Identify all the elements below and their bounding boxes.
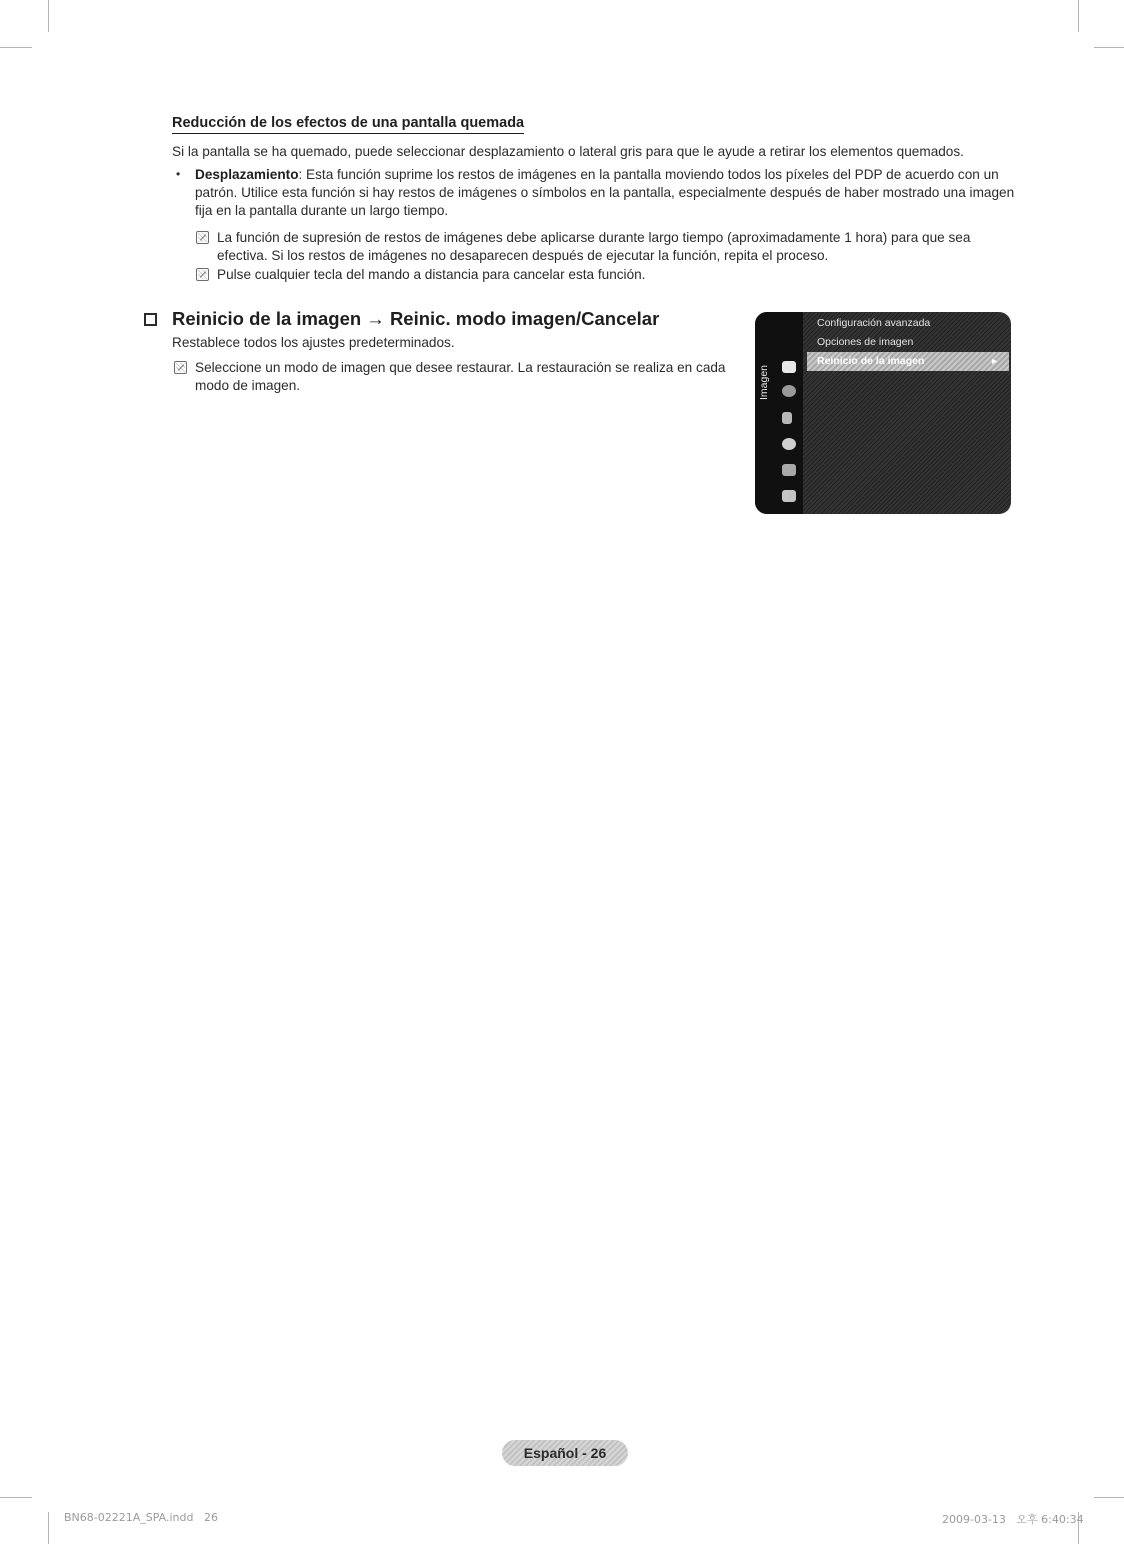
tv-menu-screenshot	[755, 312, 1011, 514]
tv-menu-item[interactable]: Opciones de imagen	[817, 336, 914, 348]
input-icon	[782, 464, 796, 476]
tv-menu-item-label: Reinicio de la imagen	[817, 355, 925, 367]
crop-mark	[48, 0, 49, 32]
tv-menu-category-label: Imagen	[758, 364, 770, 400]
file-info: BN68-02221A_SPA.indd 26	[64, 1511, 218, 1524]
picture-icon	[782, 361, 796, 373]
setup-icon	[782, 438, 796, 450]
arrow-right-icon: ►	[990, 356, 999, 366]
page-number-badge: Español - 26	[502, 1440, 628, 1466]
section-checkbox-icon	[144, 313, 157, 326]
note-icon	[196, 268, 209, 281]
bullet-paragraph	[195, 166, 1025, 220]
intro-paragraph: Si la pantalla se ha quemado, puede seleccionar desplazamiento o lateral gris para que le ayude a retirar los elementos quemados.	[172, 144, 964, 159]
print-timestamp: 2009-03-13 오후 6:40:34	[942, 1513, 1084, 1526]
crop-mark	[1094, 47, 1124, 48]
note-text: La función de supresión de restos de imágenes debe aplicarse durante largo tiempo (aproximadamente 1 hora) para que sea efectiva. Si los restos de imágenes no desaparecen después de ejecutar la función, repita el proceso.	[217, 230, 971, 263]
crop-mark	[1078, 0, 1079, 32]
sound-icon	[782, 385, 796, 397]
channel-icon	[782, 412, 792, 424]
crop-mark	[0, 47, 32, 48]
crop-mark	[0, 1497, 32, 1498]
bullet-text: : Esta función suprime los restos de imágenes en la pantalla moviendo todos los píxeles del PDP de acuerdo con un patrón. Utilice esta función si hay restos de imágenes o símbolos en la pantalla, especialmente después de haber mostrado una imagen fija en la pantalla durante un largo tiempo.	[195, 167, 1015, 218]
note-icon	[196, 231, 209, 244]
note-icon	[174, 361, 187, 374]
section-description: Restablece todos los ajustes predeterminados.	[172, 335, 455, 350]
crop-mark	[1094, 1497, 1124, 1498]
note-text: Pulse cualquier tecla del mando a distancia para cancelar esta función.	[217, 267, 646, 282]
bullet-term: Desplazamiento	[195, 167, 299, 182]
bullet-dot-icon: •	[176, 167, 181, 181]
application-icon	[782, 490, 796, 502]
note-text: Seleccione un modo de imagen que desee restaurar. La restauración se realiza en cada modo de imagen.	[195, 360, 726, 393]
section-title: Reinicio de la imagen → Reinic. modo imagen/Cancelar	[172, 308, 660, 329]
tv-menu-sidebar	[755, 312, 803, 514]
tv-menu-item-selected[interactable]	[807, 352, 1009, 371]
tv-menu-item[interactable]: Configuración avanzada	[817, 317, 931, 329]
tv-menu-list	[811, 312, 1011, 371]
subsection-title: Reducción de los efectos de una pantalla quemada	[172, 114, 524, 134]
crop-mark	[48, 1512, 49, 1544]
